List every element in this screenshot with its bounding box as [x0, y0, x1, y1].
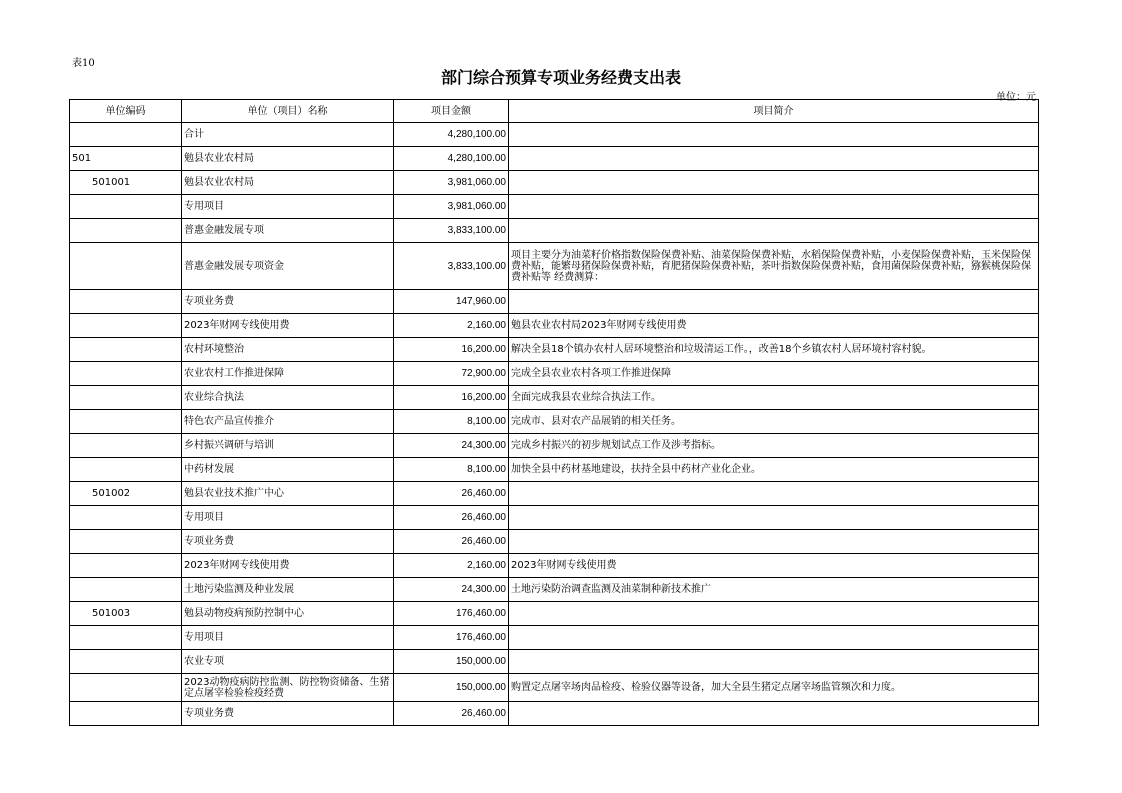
description-cell [509, 650, 1039, 674]
amount-cell: 24,300.00 [394, 578, 509, 602]
item-name-cell: 勉县动物疫病预防控制中心 [182, 602, 394, 626]
unit-code-cell [70, 314, 182, 338]
amount-cell: 4,280,100.00 [394, 147, 509, 171]
item-name-cell: 中药材发展 [182, 458, 394, 482]
amount-cell: 176,460.00 [394, 602, 509, 626]
item-name-cell: 土地污染监测及种业发展 [182, 578, 394, 602]
table-row [70, 219, 1039, 243]
table-row [70, 243, 1039, 290]
amount-cell: 3,833,100.00 [394, 243, 509, 290]
description-cell [509, 147, 1039, 171]
unit-code-cell [70, 362, 182, 386]
unit-code-cell: 501003 [70, 602, 182, 626]
item-name-cell: 合计 [182, 123, 394, 147]
description-cell [509, 219, 1039, 243]
amount-cell: 3,981,060.00 [394, 195, 509, 219]
table-row [70, 171, 1039, 195]
description-cell: 完成全县农业农村各项工作推进保障 [509, 362, 1039, 386]
description-cell: 全面完成我县农业综合执法工作。 [509, 386, 1039, 410]
item-name-cell: 农业农村工作推进保障 [182, 362, 394, 386]
amount-cell: 16,200.00 [394, 338, 509, 362]
table-row [70, 650, 1039, 674]
table-row [70, 482, 1039, 506]
table-row [70, 195, 1039, 219]
unit-code-cell [70, 554, 182, 578]
item-name-cell: 农业专项 [182, 650, 394, 674]
unit-code-cell: 501 [70, 147, 182, 171]
description-cell [509, 171, 1039, 195]
item-name-cell: 专项业务费 [182, 290, 394, 314]
item-name-cell: 农业综合执法 [182, 386, 394, 410]
budget-table [69, 99, 1039, 726]
item-name-cell: 2023年财网专线使用费 [182, 314, 394, 338]
amount-cell: 3,833,100.00 [394, 219, 509, 243]
table-row [70, 434, 1039, 458]
unit-code-cell [70, 702, 182, 726]
unit-code-cell [70, 506, 182, 530]
amount-cell: 26,460.00 [394, 702, 509, 726]
item-name-cell: 勉县农业农村局 [182, 147, 394, 171]
table-row [70, 123, 1039, 147]
unit-label: 单位：元 [996, 92, 1036, 103]
page-title: 部门综合预算专项业务经费支出表 [440, 68, 681, 87]
description-cell: 土地污染防治调查监测及油菜制种新技术推广 [509, 578, 1039, 602]
description-cell: 勉县农业农村局2023年财网专线使用费 [509, 314, 1039, 338]
unit-code-cell [70, 219, 182, 243]
description-cell [509, 702, 1039, 726]
item-name-cell: 2023年财网专线使用费 [182, 554, 394, 578]
description-cell: 项目主要分为油菜籽价格指数保险保费补贴、油菜保险保费补贴，水稻保险保费补贴，小麦保险保费补贴，玉米保险保费补贴，能繁母猪保险保费补贴，育肥猪保险保费补贴，茶叶指数保险保费补贴，食用菌保险保费补贴，猕猴桃保险保费补贴等 经费测算： [509, 243, 1039, 290]
item-name-cell: 专项业务费 [182, 702, 394, 726]
table-row [70, 410, 1039, 434]
unit-code-cell [70, 434, 182, 458]
column-header-name: 单位（项目）名称 [182, 100, 394, 123]
description-cell: 2023年财网专线使用费 [509, 554, 1039, 578]
table-row [70, 386, 1039, 410]
description-cell [509, 482, 1039, 506]
amount-cell: 4,280,100.00 [394, 123, 509, 147]
table-row [70, 338, 1039, 362]
description-cell [509, 195, 1039, 219]
description-cell: 购置定点屠宰场肉品检疫、检验仪器等设备，加大全县生猪定点屠宰场监管频次和力度。 [509, 674, 1039, 702]
unit-code-cell [70, 458, 182, 482]
table-row [70, 578, 1039, 602]
unit-code-cell [70, 386, 182, 410]
table-row [70, 314, 1039, 338]
unit-code-cell [70, 578, 182, 602]
unit-code-cell [70, 195, 182, 219]
item-name-cell: 专用项目 [182, 195, 394, 219]
item-name-cell: 乡村振兴调研与培训 [182, 434, 394, 458]
description-cell: 完成乡村振兴的初步规划试点工作及涉考指标。 [509, 434, 1039, 458]
unit-code-cell [70, 530, 182, 554]
table-row [70, 554, 1039, 578]
description-cell [509, 123, 1039, 147]
unit-code-cell [70, 626, 182, 650]
description-cell: 完成市、县对农产品展销的相关任务。 [509, 410, 1039, 434]
table-row [70, 674, 1039, 702]
table-row [70, 147, 1039, 171]
description-cell [509, 530, 1039, 554]
item-name-cell: 特色农产品宣传推介 [182, 410, 394, 434]
description-cell [509, 602, 1039, 626]
column-header-amount: 项目金额 [394, 100, 509, 123]
table-number-label: 表10 [72, 58, 95, 69]
item-name-cell: 农村环境整治 [182, 338, 394, 362]
unit-code-cell [70, 650, 182, 674]
amount-cell: 26,460.00 [394, 530, 509, 554]
item-name-cell: 专用项目 [182, 506, 394, 530]
amount-cell: 72,900.00 [394, 362, 509, 386]
item-name-cell: 勉县农业技术推广中心 [182, 482, 394, 506]
amount-cell: 176,460.00 [394, 626, 509, 650]
amount-cell: 2,160.00 [394, 554, 509, 578]
description-cell [509, 290, 1039, 314]
table-row [70, 530, 1039, 554]
amount-cell: 8,100.00 [394, 458, 509, 482]
amount-cell: 150,000.00 [394, 650, 509, 674]
amount-cell: 26,460.00 [394, 482, 509, 506]
table-row [70, 290, 1039, 314]
table-header-row [70, 100, 1039, 123]
description-cell: 解决全县18个镇办农村人居环境整治和垃圾清运工作。，改善18个乡镇农村人居环境村容村貌。 [509, 338, 1039, 362]
table-row [70, 702, 1039, 726]
description-cell: 加快全县中药材基地建设，扶持全县中药材产业化企业。 [509, 458, 1039, 482]
unit-code-cell: 501001 [70, 171, 182, 195]
amount-cell: 26,460.00 [394, 506, 509, 530]
table-row [70, 458, 1039, 482]
table-row [70, 506, 1039, 530]
item-name-cell: 专用项目 [182, 626, 394, 650]
table-row [70, 362, 1039, 386]
item-name-cell: 勉县农业农村局 [182, 171, 394, 195]
amount-cell: 2,160.00 [394, 314, 509, 338]
item-name-cell: 专项业务费 [182, 530, 394, 554]
item-name-cell: 普惠金融发展专项资金 [182, 243, 394, 290]
table-row [70, 626, 1039, 650]
unit-code-cell [70, 338, 182, 362]
column-header-code: 单位编码 [70, 100, 182, 123]
unit-code-cell [70, 123, 182, 147]
item-name-cell: 普惠金融发展专项 [182, 219, 394, 243]
amount-cell: 3,981,060.00 [394, 171, 509, 195]
unit-code-cell [70, 290, 182, 314]
amount-cell: 8,100.00 [394, 410, 509, 434]
amount-cell: 16,200.00 [394, 386, 509, 410]
table-body [70, 123, 1039, 726]
column-header-description: 项目简介 [509, 100, 1039, 123]
unit-code-cell: 501002 [70, 482, 182, 506]
amount-cell: 150,000.00 [394, 674, 509, 702]
table-row [70, 602, 1039, 626]
item-name-cell: 2023动物疫病防控监测、防控物资储备、生猪定点屠宰检验检疫经费 [182, 674, 394, 702]
description-cell [509, 626, 1039, 650]
unit-code-cell [70, 674, 182, 702]
unit-code-cell [70, 410, 182, 434]
amount-cell: 24,300.00 [394, 434, 509, 458]
unit-code-cell [70, 243, 182, 290]
description-cell [509, 506, 1039, 530]
amount-cell: 147,960.00 [394, 290, 509, 314]
